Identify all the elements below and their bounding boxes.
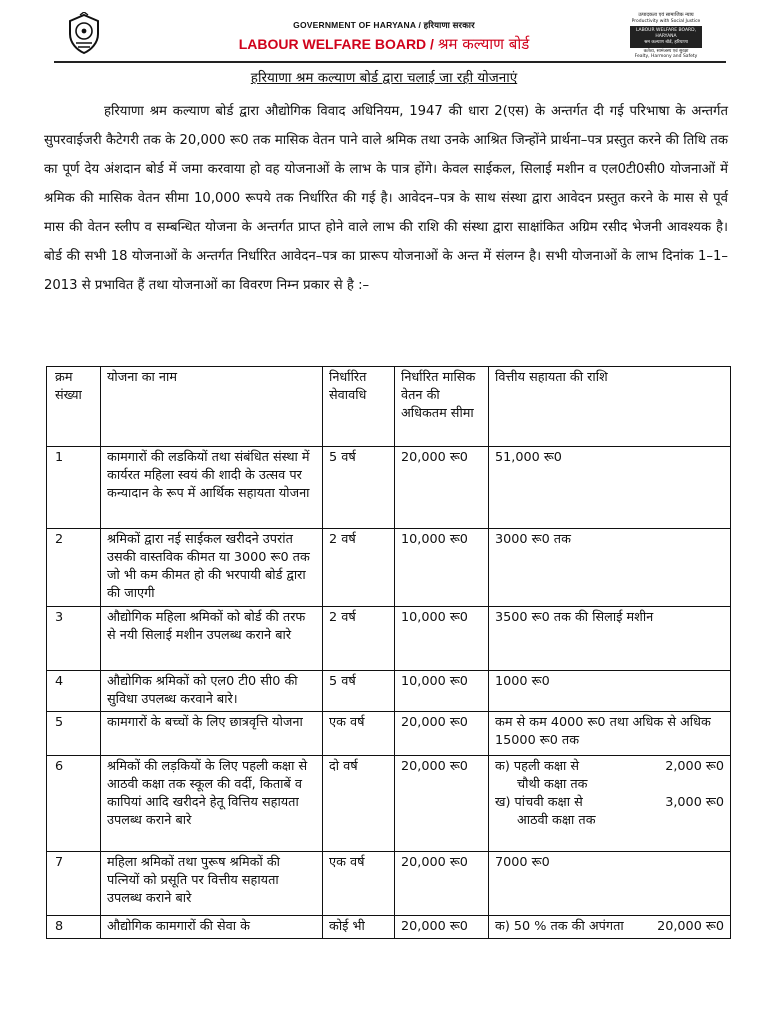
cell-salary-limit: 10,000 रू0 (395, 529, 489, 607)
column-header-amount: वित्तीय सहायता की राशि (489, 367, 731, 447)
cell-sno: 4 (47, 671, 101, 712)
cell-sno: 1 (47, 447, 101, 529)
cell-assistance-amount: 3000 रू0 तक (489, 529, 731, 607)
amount-item-label: आठवी कक्षा तक (517, 813, 596, 828)
cell-scheme-name: औद्योगिक कामगारों की सेवा के (101, 916, 323, 939)
cell-sno: 6 (47, 756, 101, 852)
cell-salary-limit: 10,000 रू0 (395, 671, 489, 712)
amount-item-value (640, 776, 724, 794)
amount-item (495, 812, 724, 830)
letterhead (0, 0, 768, 58)
amount-item-label: क) पहली कक्षा से (495, 759, 580, 774)
amount-item-value: 20,000 रू0 (657, 919, 724, 934)
cell-service-period: 5 वर्ष (323, 671, 395, 712)
cell-assistance-amount: 51,000 रू0 (489, 447, 731, 529)
government-line: GOVERNMENT OF HARYANA / हरियाणा सरकार (293, 20, 475, 30)
board-name: LABOUR WELFARE BOARD / श्रम कल्याण बोर्ड (238, 35, 530, 53)
cell-assistance-amount: कम से कम 4000 रू0 तथा अधिक से अधिक 15000 रू0 तक (489, 712, 731, 756)
board-logo: उत्पादकता एवं सामाजिक न्याय Productivity with Social Justice LABOUR WELFARE BOARD, HARYANA श्रम कल्याण बोर्ड, हरियाणा कर्तव्य, सामंजस्य एवं सुरक्षा Fealty, Harmony and Safety (631, 12, 701, 59)
cell-assistance-amount: 1000 रू0 (489, 671, 731, 712)
amount-item (495, 794, 724, 812)
cell-sno: 7 (47, 852, 101, 916)
cell-scheme-name: औद्योगिक श्रमिकों को एल0 टी0 सी0 की सुविधा उपलब्ध करवाने बारे। (101, 671, 323, 712)
intro-paragraph: हरियाणा श्रम कल्याण बोर्ड द्वारा औद्योगिक विवाद अधिनियम, 1947 की धारा 2(एस) के अन्तर्गत दी गई परिभाषा के अन्तर्गत सुपरवाईजरी कैटेगरी तक के 20,000 रू0 तक मासिक वेतन पाने वाले श्रमिक तथा उनके आश्रित जिन्होंने प्रार्थना–पत्र प्रस्तुत करने की तिथि तक का पूर्ण देय अंशदान बोर्ड में जमा करवाया हो वह योजनाओं के लाभ के पात्र होंगे। केवल साईकल, सिलाई मशीन व एल0टी0सी0 योजनाओं में श्रमिक की मासिक वेतन सीमा 10,000 रूपये तक निर्धारित की गई है। आवेदन–पत्र के साथ संस्था द्वारा आवेदन प्रस्तुत करने के मास से पूर्व मास की वेतन स्लीप व सम्बन्धित योजना के अन्तर्गत प्राप्त होने वाले लाभ की राशि की संस्था द्वारा साक्षांकित अग्रिम रसीद भेजनी आवश्यक है। बोर्ड की सभी 18 योजनाओं के अन्तर्गत निर्धारित आवेदन–पत्र का प्रारूप योजनाओं के अन्त में संलग्न है। सभी योजनाओं के लाभ दिनांक 1–1–2013 से प्रभावित हैं तथा योजनाओं का विवरण निम्न प्रकार से है :– (44, 104, 728, 293)
cell-assistance-amount: 7000 रू0 (489, 852, 731, 916)
cell-assistance-amount: 3500 रू0 तक की सिलाई मशीन (489, 607, 731, 671)
cell-salary-limit: 20,000 रू0 (395, 756, 489, 852)
table-row (47, 529, 731, 607)
column-header-sno: क्रम संख्या (47, 367, 101, 447)
table-row (47, 756, 731, 852)
cell-sno: 5 (47, 712, 101, 756)
cell-service-period: दो वर्ष (323, 756, 395, 852)
cell-salary-limit: 20,000 रू0 (395, 447, 489, 529)
amount-item (495, 776, 724, 794)
cell-scheme-name: श्रमिकों द्वारा नई साईकल खरीदने उपरांत उसकी वास्तविक कीमत या 3000 रू0 तक जो भी कम कीमत हो की भरपायी बोर्ड द्वारा की जाएगी (101, 529, 323, 607)
schemes-table (46, 366, 731, 939)
table-row (47, 852, 731, 916)
cell-service-period: 2 वर्ष (323, 529, 395, 607)
cell-salary-limit: 20,000 रू0 (395, 852, 489, 916)
cell-scheme-name: महिला श्रमिकों तथा पुरूष श्रमिकों की पत्नियों को प्रसूति पर वित्तीय सहायता उपलब्ध कराने बारे (101, 852, 323, 916)
table-row (47, 607, 731, 671)
cell-service-period: एक वर्ष (323, 712, 395, 756)
header-divider (54, 61, 726, 63)
cell-salary-limit: 20,000 रू0 (395, 712, 489, 756)
cell-service-period: कोई भी (323, 916, 395, 939)
amount-item-label: ख) पांचवी कक्षा से (495, 795, 583, 810)
cell-scheme-name: औद्योगिक महिला श्रमिकों को बोर्ड की तरफ से नयी सिलाई मशीन उपलब्ध कराने बारे (101, 607, 323, 671)
cell-scheme-name: श्रमिकों की लड़कियों के लिए पहली कक्षा से आठवी कक्षा तक स्कूल की वर्दी, किताबें व कापियां आदि खरीदने हेतू वित्तिय सहायता उपलब्ध कराने बारे (101, 756, 323, 852)
amount-item-value: 2,000 रू0 (665, 759, 724, 774)
cell-scheme-name: कामगारों की लडकियों तथा संबंधित संस्था में कार्यरत महिला स्वयं की शादी के उत्सव पर कन्यादान के रूप में आर्थिक सहायता योजना (101, 447, 323, 529)
amount-item-value (640, 812, 724, 830)
cell-service-period: 2 वर्ष (323, 607, 395, 671)
cell-service-period: एक वर्ष (323, 852, 395, 916)
column-header-name: योजना का नाम (101, 367, 323, 447)
cell-sno: 8 (47, 916, 101, 939)
cell-salary-limit: 10,000 रू0 (395, 607, 489, 671)
cell-scheme-name: कामगारों के बच्चों के लिए छात्रवृत्ति योजना (101, 712, 323, 756)
table-row (47, 671, 731, 712)
cell-assistance-amount (489, 916, 731, 939)
column-header-service: निर्धारित सेवावधि (323, 367, 395, 447)
table-row (47, 712, 731, 756)
cell-assistance-amount (489, 756, 731, 852)
cell-sno: 2 (47, 529, 101, 607)
table-row (47, 916, 731, 939)
page-title: हरियाणा श्रम कल्याण बोर्ड द्वारा चलाई जा रही योजनाएं (250, 70, 518, 86)
amount-item-label: क) 50 % तक की अपंगता (495, 919, 624, 934)
amount-item-value: 3,000 रू0 (665, 795, 724, 810)
cell-sno: 3 (47, 607, 101, 671)
amount-item (495, 758, 724, 776)
cell-service-period: 5 वर्ष (323, 447, 395, 529)
table-row (47, 447, 731, 529)
table-header-row (47, 367, 731, 447)
amount-item (495, 918, 724, 936)
cell-salary-limit: 20,000 रू0 (395, 916, 489, 939)
amount-item-label: चौथी कक्षा तक (517, 777, 588, 792)
column-header-salary: निर्धारित मासिक वेतन की अधिकतम सीमा (395, 367, 489, 447)
